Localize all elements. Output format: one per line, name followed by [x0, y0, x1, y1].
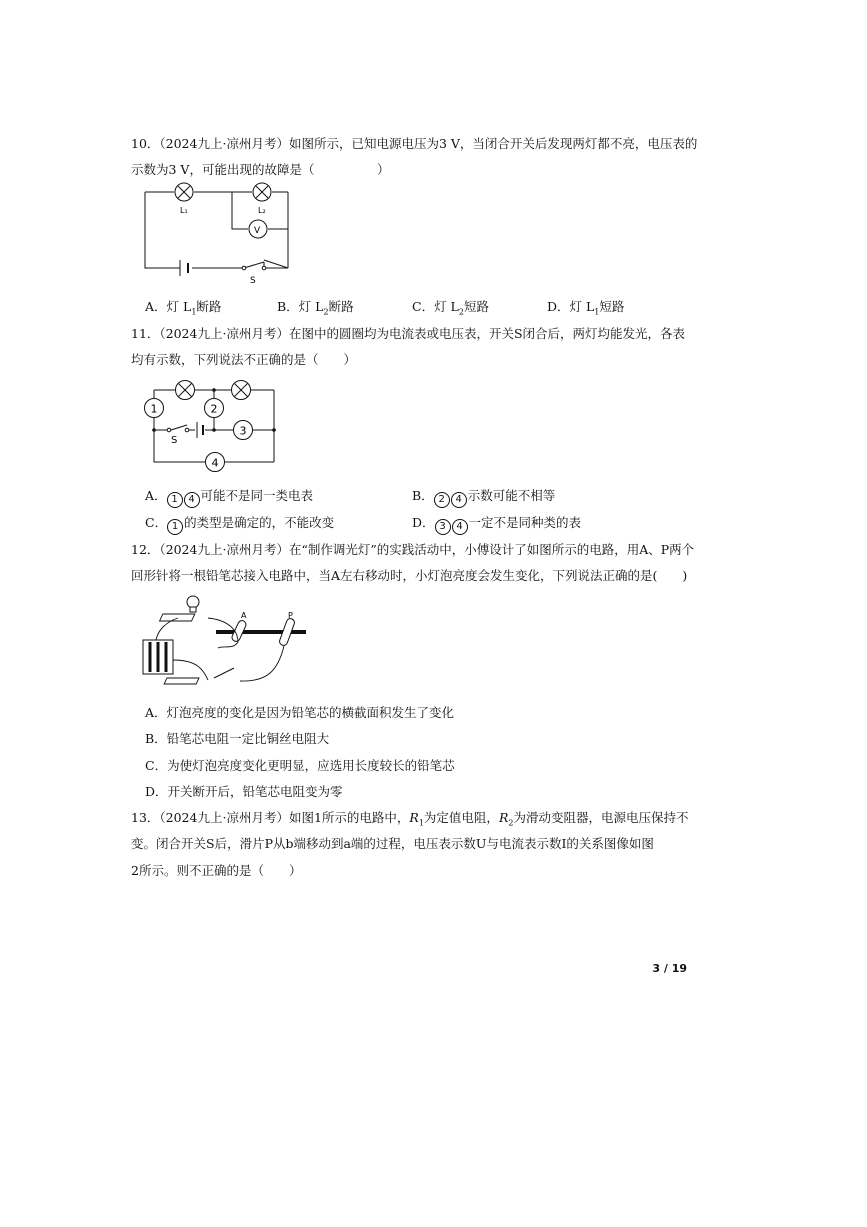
clip-a-label: A: [241, 611, 247, 620]
q13-stem-line3: 2所示。则不正确的是（ ）: [131, 863, 302, 878]
lamp-l1-icon: [175, 183, 193, 201]
q11-option-a[interactable]: A． 1 4 可能不是同一类电表: [145, 486, 313, 508]
q11-s-label: S: [171, 435, 178, 446]
q10-l1-label: L₁: [180, 206, 188, 215]
meter-3-label: 3: [239, 424, 247, 438]
q13-stem-line1: 13．（2024九上·凉州月考）如图1所示的电路中，$R_1$为定值电阻，$R_2$为滑动变阻器，电源电压保持不: [131, 810, 689, 828]
q10-l2-label: L₂: [258, 206, 266, 215]
q11-stem-line2: 均有示数，下列说法不正确的是（ ）: [131, 352, 357, 367]
lamp-l2-icon: [253, 183, 271, 201]
q12-option-c[interactable]: C．为使灯泡亮度变化更明显，应选用长度较长的铅笔芯: [145, 758, 455, 773]
q10-stem-line2: 示数为3 V，可能出现的故障是（ ）: [131, 162, 390, 177]
q12-option-a[interactable]: A．灯泡亮度的变化是因为铅笔芯的横截面积发生了变化: [145, 705, 455, 720]
meter-1-label: 1: [150, 402, 158, 416]
clip-p-label: P: [288, 611, 293, 620]
battery-icon: [180, 260, 188, 276]
switch-icon: [242, 266, 246, 270]
battery-icon: [197, 422, 203, 438]
q10-v-label: V: [254, 226, 261, 236]
q11-option-b[interactable]: B． 2 4 示数可能不相等: [412, 486, 555, 508]
pencil-lead-icon: [216, 630, 306, 634]
q11-stem-line1: 11．（2024九上·凉州月考）在图中的圆圈均为电流表或电压表，开关S闭合后，两灯均能发光，各表: [131, 326, 686, 341]
q10-option-a[interactable]: A．灯 $L_1$断路: [145, 299, 222, 317]
q10-stem-line1: 10．（2024九上·凉州月考）如图所示，已知电源电压为3 V，当闭合开关后发现两灯都不亮，电压表的: [131, 136, 698, 151]
battery-pack-icon: [143, 640, 173, 674]
lamp-right-icon: [232, 381, 251, 400]
q13-stem-line2: 变。闭合开关S后，滑片P从b端移动到a端的过程，电压表示数U与电流表示数I的关系图像如图: [131, 836, 654, 851]
q12-option-b[interactable]: B．铅笔芯电阻一定比铜丝电阻大: [145, 731, 330, 746]
meter-2-label: 2: [210, 402, 218, 416]
q12-option-d[interactable]: D．开关断开后，铅笔芯电阻变为零: [145, 784, 343, 799]
q11-option-c[interactable]: C． 1 的类型是确定的，不能改变: [145, 513, 334, 535]
q10-option-b[interactable]: B．灯 $L_2$断路: [277, 299, 354, 317]
q11-option-d[interactable]: D． 3 4 一定不是同种类的表: [412, 513, 581, 535]
page-number: 3 / 19: [652, 962, 687, 975]
q12-circuit-illustration: [138, 590, 313, 690]
bulb-icon: [160, 596, 199, 621]
q10-circuit-diagram: [140, 182, 300, 287]
q10-s-label: S: [250, 276, 256, 286]
q12-stem-line1: 12．（2024九上·凉州月考）在“制作调光灯”的实践活动中，小傅设计了如图所示的电路，用A、P两个: [131, 542, 695, 557]
q10-option-d[interactable]: D．灯 $L_1$短路: [547, 299, 625, 317]
meter-4-label: 4: [211, 456, 219, 470]
lamp-left-icon: [176, 381, 195, 400]
q12-stem-line2: 回形针将一根铅笔芯接入电路中，当A左右移动时，小灯泡亮度会发生变化，下列说法正确的是( ): [131, 568, 688, 583]
q11-circuit-diagram: [143, 376, 283, 476]
knife-switch-icon: [164, 668, 234, 684]
q10-option-c[interactable]: C．灯 $L_2$短路: [412, 299, 489, 317]
switch-icon: [167, 428, 171, 432]
